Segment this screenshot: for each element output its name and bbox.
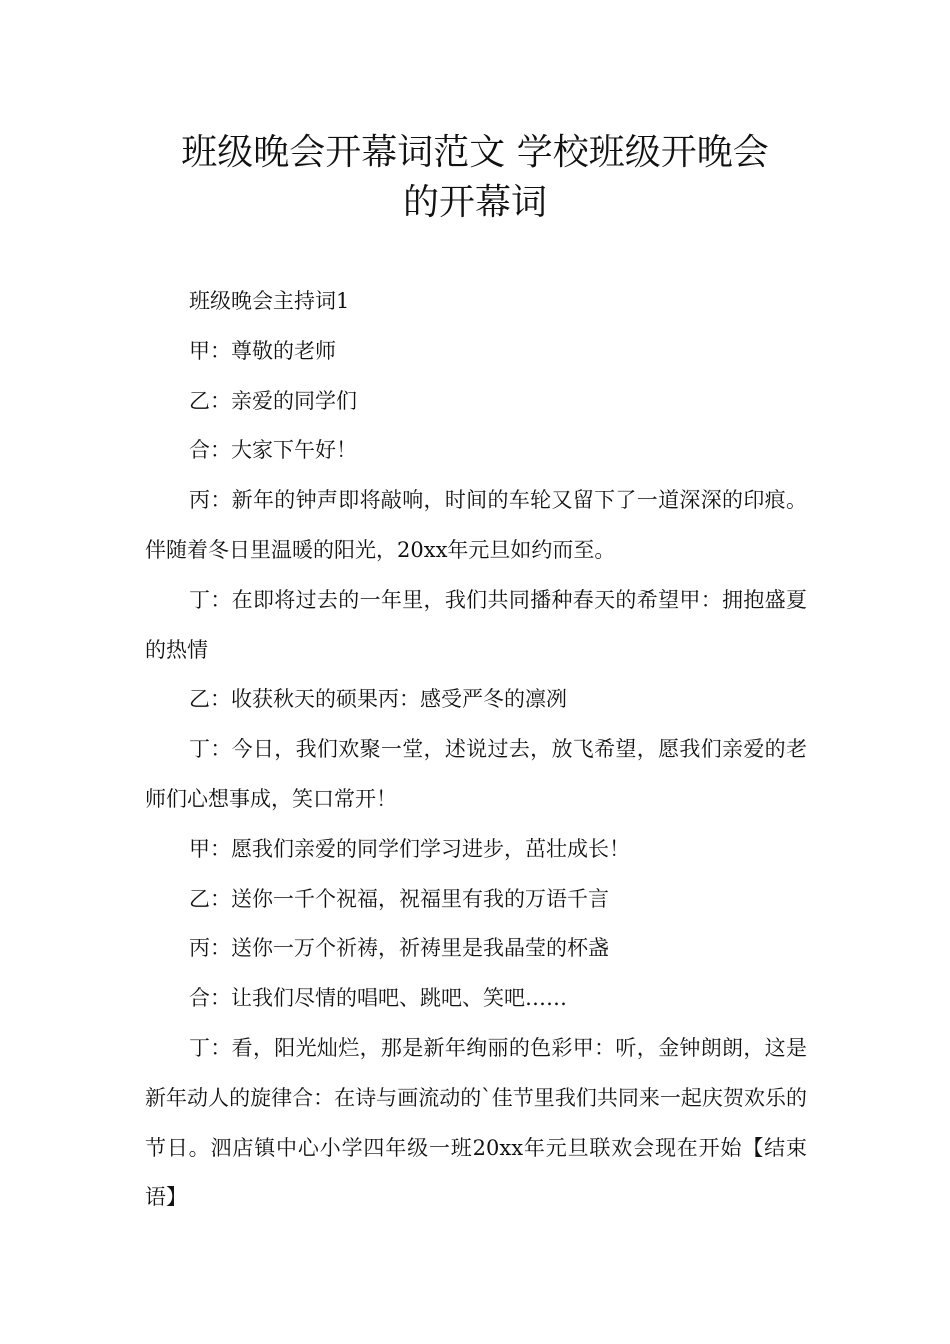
paragraph: 丙：送你一万个祈祷，祈祷里是我晶莹的杯盏 (189, 936, 609, 961)
paragraph: 合：大家下午好！ (189, 438, 357, 463)
document-title (100, 128, 850, 228)
paragraph: 合：让我们尽情的唱吧、跳吧、笑吧…… (189, 986, 567, 1011)
paragraph: 丁：在即将过去的一年里，我们共同播种春天的希望甲：拥抱盛夏的热情 (145, 587, 807, 662)
paragraph: 甲：尊敬的老师 (189, 338, 336, 363)
paragraph: 丙：新年的钟声即将敲响，时间的车轮又留下了一道深深的印痕。伴随着冬日里温暖的阳光，20xx年元旦如约而至。 (145, 488, 807, 562)
paragraph: 班级晚会主持词1 (189, 289, 350, 313)
paragraph: 丁：看，阳光灿烂，那是新年绚丽的色彩甲：听，金钟朗朗，这是新年动人的旋律合：在诗与画流动的`佳节里我们共同来一起庆贺欢乐的节日。泗店镇中心小学四年级一班20xx年元旦联欢会现在开始【结束语】 (145, 1035, 807, 1210)
paragraph: 乙：送你一千个祝福，祝福里有我的万语千言 (189, 886, 609, 911)
document-body (145, 277, 807, 1223)
title-line-1: 班级晚会开幕词范文 学校班级开晚会 (181, 132, 769, 173)
paragraph: 乙：收获秋天的硕果丙：感受严冬的凛冽 (189, 687, 567, 712)
paragraph: 乙：亲爱的同学们 (189, 388, 357, 413)
title-line-2: 的开幕词 (402, 182, 547, 223)
paragraph: 丁：今日，我们欢聚一堂，述说过去，放飞希望，愿我们亲爱的老师们心想事成，笑口常开！ (145, 737, 807, 811)
paragraph: 甲：愿我们亲爱的同学们学习进步，茁壮成长！ (189, 836, 630, 861)
